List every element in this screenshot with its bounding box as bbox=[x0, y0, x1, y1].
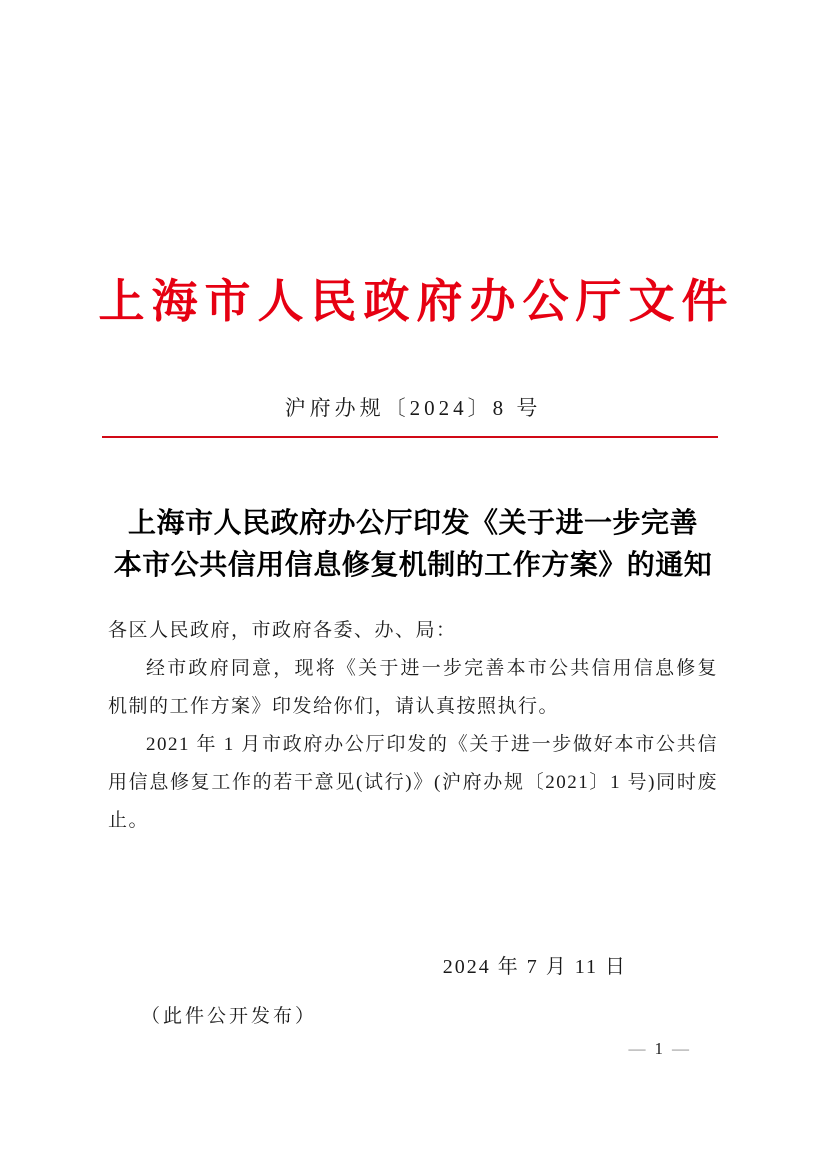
notice-title-line-2: 本市公共信用信息修复机制的工作方案》的通知 bbox=[113, 550, 713, 581]
issuing-org-header: 上海市人民政府办公厅文件 bbox=[98, 276, 735, 327]
page-number-dash-right: — bbox=[672, 1039, 689, 1058]
notice-title bbox=[0, 503, 826, 587]
body-paragraph-2: 2021 年 1 月市政府办公厅印发的《关于进一步做好本市公共信用信息修复工作的若干意见(试行)》(沪府办规〔2021〕1 号)同时废止。 bbox=[108, 734, 718, 831]
page-number bbox=[620, 1038, 699, 1060]
body-paragraph-1: 经市政府同意，现将《关于进一步完善本市公共信用信息修复机制的工作方案》印发给你们，请认真按照执行。 bbox=[108, 658, 718, 717]
page-number-dash-left: — bbox=[628, 1039, 646, 1058]
notice-title-line-1: 上海市人民政府办公厅印发《关于进一步完善 bbox=[127, 508, 698, 539]
document-number: 沪府办规〔2024〕8 号 bbox=[284, 396, 542, 420]
red-divider-line bbox=[102, 436, 718, 438]
salutation-line: 各区人民政府，市政府各委、办、局： bbox=[108, 620, 457, 641]
signature-date: 2024 年 7 月 11 日 bbox=[442, 956, 627, 978]
notice-body bbox=[108, 612, 718, 840]
page-number-value: 1 bbox=[654, 1039, 663, 1058]
public-release-note: （此件公开发布） bbox=[141, 1006, 318, 1027]
